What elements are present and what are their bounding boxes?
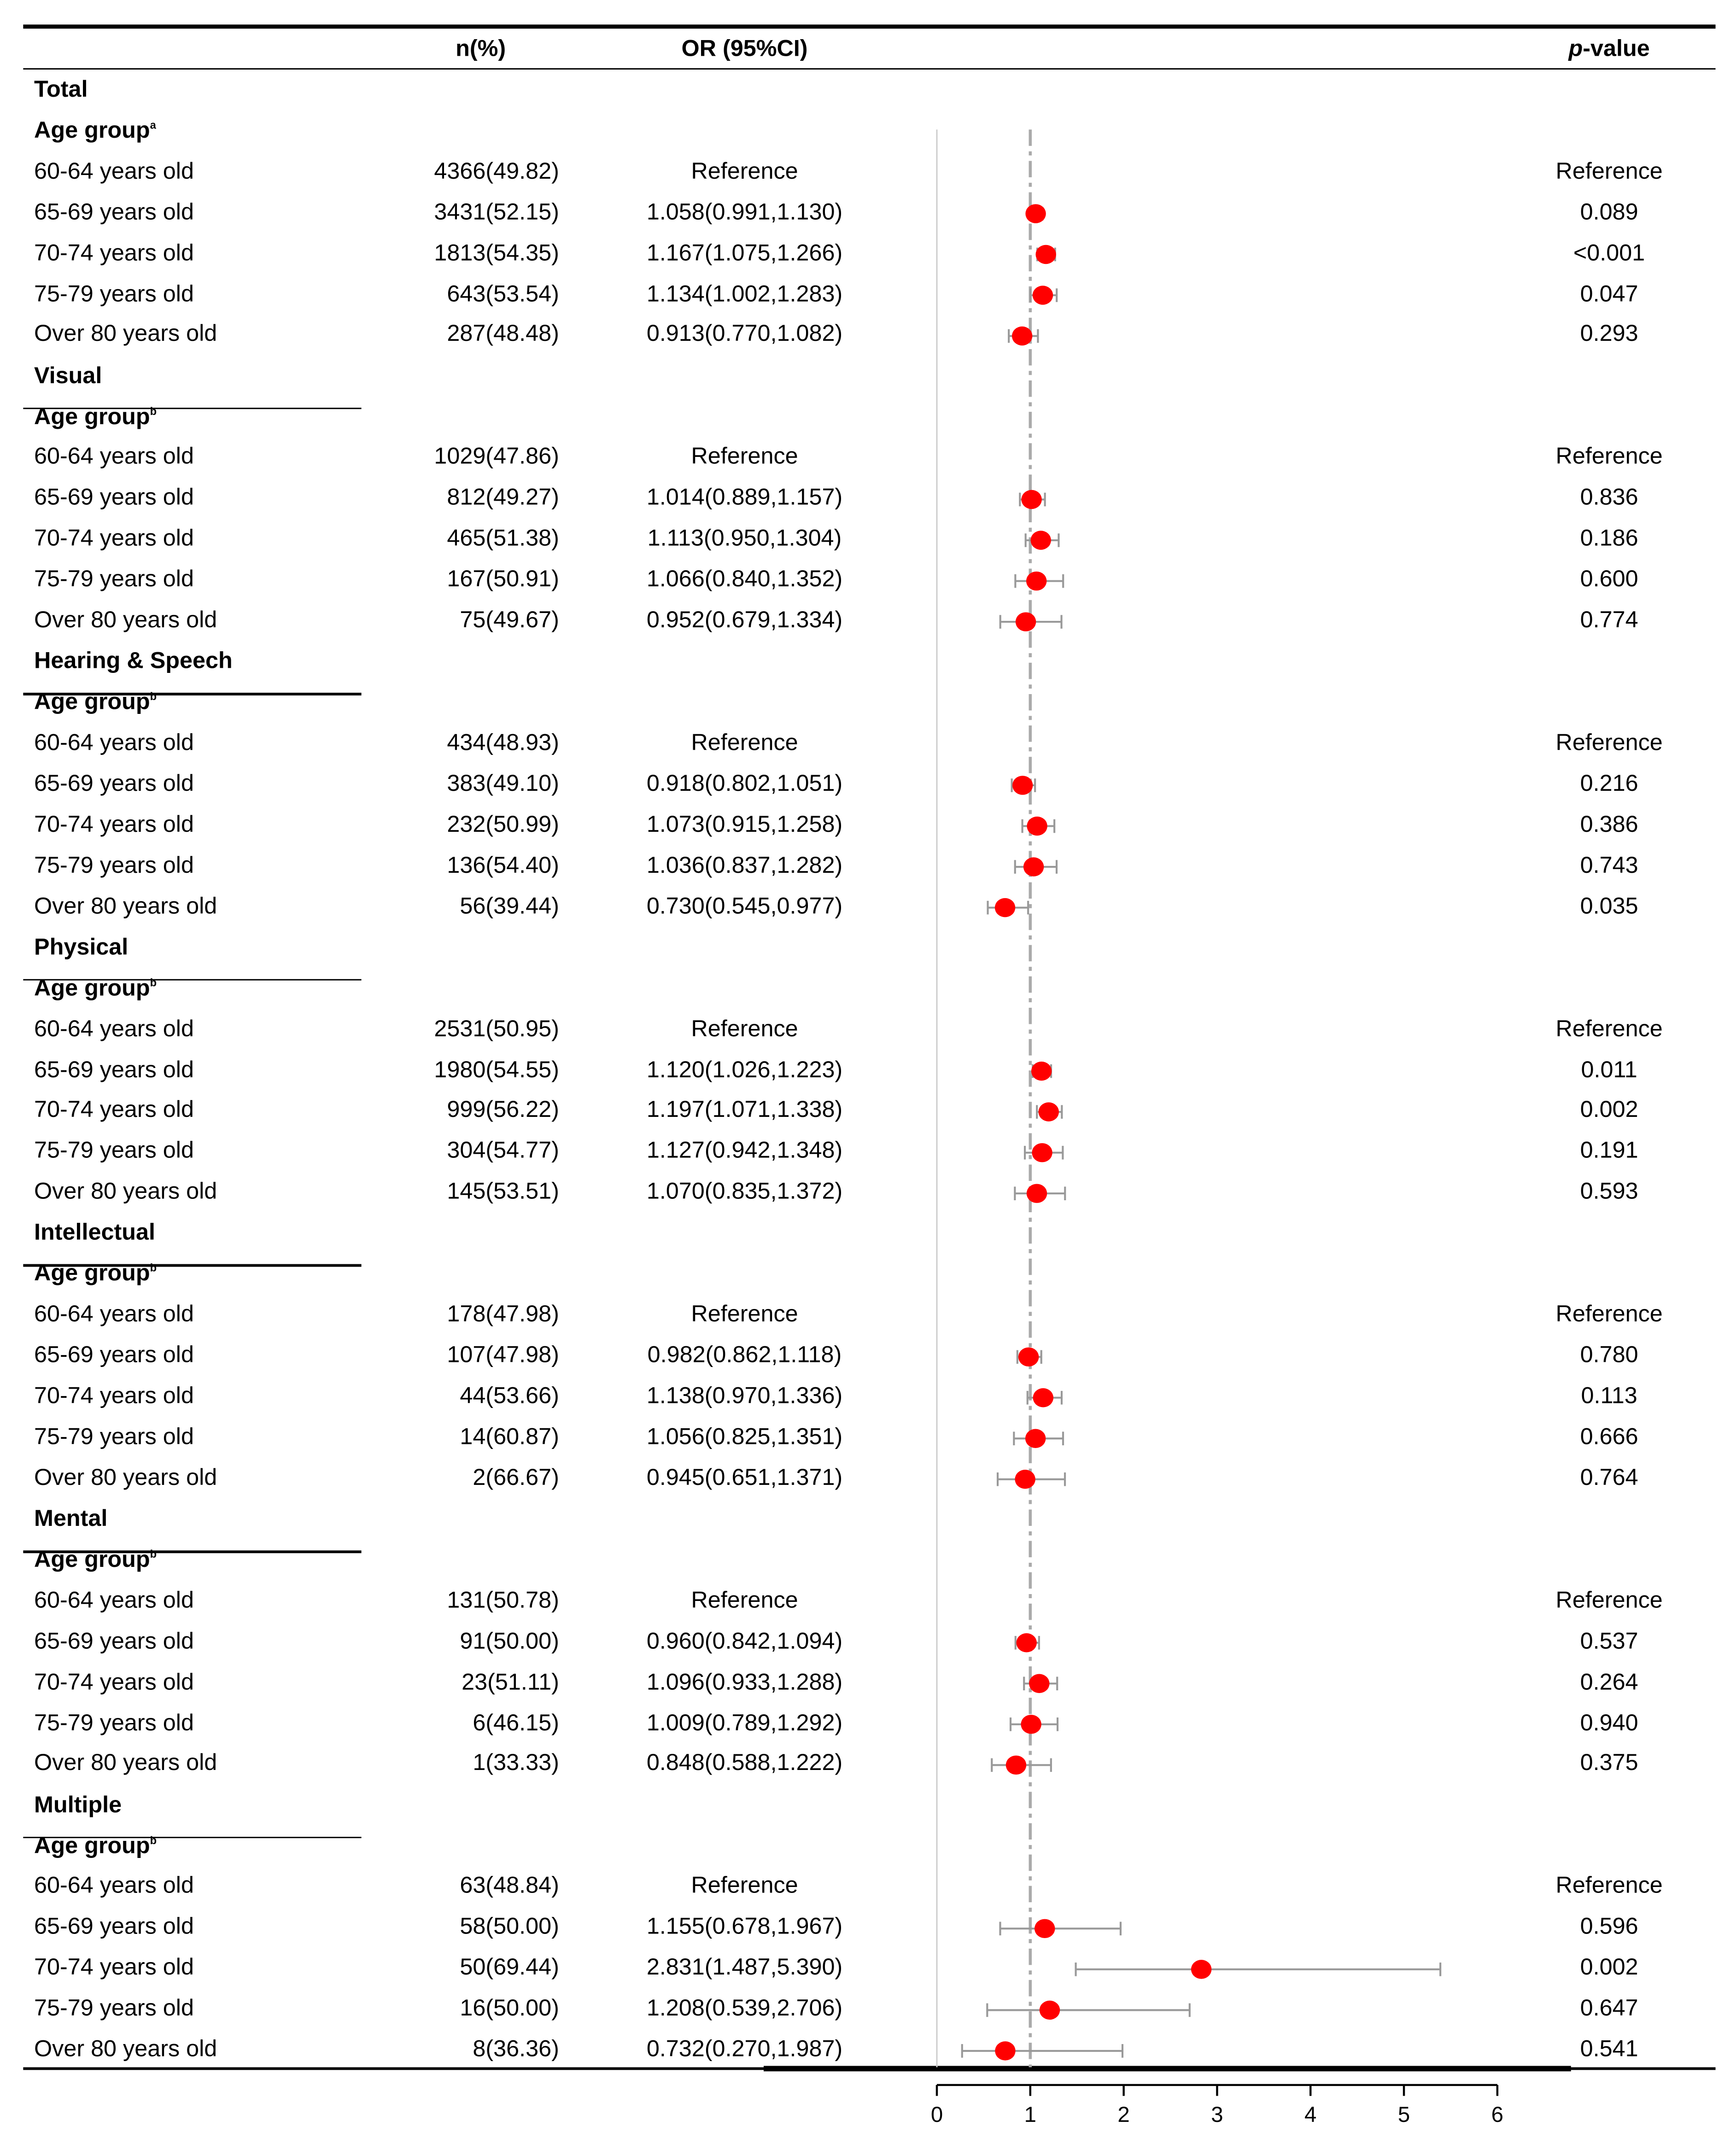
row-n-percent: 1813(54.35) — [434, 239, 559, 266]
or-point — [995, 898, 1015, 917]
row-n-percent: 383(49.10) — [447, 770, 559, 796]
or-point — [1191, 1960, 1211, 1979]
or-point — [1016, 1633, 1036, 1652]
x-tick-label: 5 — [1397, 2102, 1410, 2127]
row-label: Over 80 years old — [34, 1464, 217, 1490]
or-point — [1035, 245, 1056, 264]
or-point — [1016, 612, 1036, 631]
x-tick-label: 2 — [1117, 2102, 1130, 2127]
or-point — [1025, 204, 1046, 223]
x-tick-label: 1 — [1024, 2102, 1036, 2127]
row-p-value: 0.002 — [1580, 1954, 1638, 1980]
row-odds-ratio: 1.197(1.071,1.338) — [646, 1097, 843, 1123]
row-n-percent: 434(48.93) — [447, 729, 559, 756]
row-odds-ratio: Reference — [691, 729, 798, 756]
or-point — [1031, 531, 1051, 549]
row-label: 60-64 years old — [34, 729, 194, 756]
row-n-percent: 91(50.00) — [460, 1628, 559, 1654]
group-title: Hearing & Speech — [34, 648, 233, 674]
header-p-rest: -value — [1583, 35, 1650, 62]
row-odds-ratio: 2.831(1.487,5.390) — [646, 1954, 843, 1980]
row-label: 70-74 years old — [34, 239, 194, 266]
header-n: n(%) — [456, 35, 506, 62]
row-odds-ratio: Reference — [691, 1873, 798, 1899]
row-odds-ratio: 0.982(0.862,1.118) — [647, 1342, 842, 1368]
row-odds-ratio: 1.120(1.026,1.223) — [646, 1056, 843, 1082]
row-odds-ratio: 1.134(1.002,1.283) — [646, 280, 843, 306]
or-point — [1006, 1756, 1026, 1775]
row-label: 75-79 years old — [34, 852, 194, 878]
row-p-value: 0.537 — [1580, 1628, 1638, 1654]
row-label: 65-69 years old — [34, 1913, 194, 1939]
row-odds-ratio: 1.208(0.539,2.706) — [646, 1995, 843, 2021]
x-tick-label: 4 — [1304, 2102, 1317, 2127]
row-n-percent: 44(53.66) — [460, 1383, 559, 1409]
row-odds-ratio: 1.138(0.970,1.336) — [646, 1383, 843, 1409]
row-label: 70-74 years old — [34, 1954, 194, 1980]
row-n-percent: 56(39.44) — [460, 893, 559, 919]
age-group-text: Age group — [34, 1546, 150, 1572]
row-p-value: 0.047 — [1580, 280, 1638, 306]
row-label: Over 80 years old — [34, 607, 217, 633]
header-p-italic: p — [1568, 35, 1583, 62]
row-label: 65-69 years old — [34, 1628, 194, 1654]
row-odds-ratio: 0.945(0.651,1.371) — [646, 1464, 843, 1490]
row-label: 60-64 years old — [34, 1015, 194, 1041]
row-p-value: 0.666 — [1580, 1423, 1638, 1449]
row-label: 75-79 years old — [34, 1423, 194, 1449]
age-group-text: Age group — [34, 1832, 150, 1858]
row-label: Over 80 years old — [34, 1178, 217, 1204]
row-p-value: Reference — [1555, 1015, 1663, 1041]
row-odds-ratio: 1.070(0.835,1.372) — [646, 1178, 843, 1204]
x-tick-label: 0 — [930, 2102, 943, 2127]
age-group-footnote-mark: b — [150, 1834, 157, 1846]
row-odds-ratio: 1.056(0.825,1.351) — [646, 1423, 843, 1449]
row-odds-ratio: 1.009(0.789,1.292) — [646, 1709, 843, 1735]
or-point — [1023, 857, 1044, 876]
or-point — [1032, 1143, 1052, 1162]
row-odds-ratio: 1.066(0.840,1.352) — [646, 566, 843, 592]
row-odds-ratio: 0.918(0.802,1.051) — [646, 770, 843, 796]
row-label: 75-79 years old — [34, 1709, 194, 1735]
row-odds-ratio: 0.730(0.545,0.977) — [646, 893, 843, 919]
age-group-text: Age group — [34, 117, 150, 143]
row-p-value: 0.264 — [1580, 1668, 1638, 1694]
row-p-value: 0.216 — [1580, 770, 1638, 796]
row-label: 60-64 years old — [34, 444, 194, 470]
row-n-percent: 1(33.33) — [473, 1750, 559, 1776]
row-odds-ratio: 0.960(0.842,1.094) — [646, 1628, 843, 1654]
age-group-text: Age group — [34, 689, 150, 715]
or-point — [1021, 1715, 1041, 1734]
group-title: Visual — [34, 362, 102, 388]
row-n-percent: 1980(54.55) — [434, 1056, 559, 1082]
or-point — [995, 2041, 1015, 2060]
row-label: 65-69 years old — [34, 1056, 194, 1082]
row-p-value: 0.375 — [1580, 1750, 1638, 1776]
row-label: 75-79 years old — [34, 566, 194, 592]
row-odds-ratio: 1.058(0.991,1.130) — [646, 199, 843, 225]
row-p-value: <0.001 — [1573, 239, 1645, 266]
row-odds-ratio: Reference — [691, 1015, 798, 1041]
row-odds-ratio: 1.073(0.915,1.258) — [646, 811, 843, 837]
or-point — [1029, 1674, 1049, 1693]
row-n-percent: 6(46.15) — [473, 1709, 559, 1735]
x-tick-label: 6 — [1491, 2102, 1504, 2127]
row-odds-ratio: 1.155(0.678,1.967) — [646, 1913, 843, 1939]
row-label: 70-74 years old — [34, 1383, 194, 1409]
or-point — [1018, 1347, 1039, 1366]
row-n-percent: 167(50.91) — [447, 566, 559, 592]
or-point — [1039, 1102, 1059, 1121]
row-label: 65-69 years old — [34, 199, 194, 225]
row-p-value: 0.940 — [1580, 1709, 1638, 1735]
row-odds-ratio: 1.014(0.889,1.157) — [646, 484, 843, 511]
row-n-percent: 58(50.00) — [460, 1913, 559, 1939]
row-p-value: 0.191 — [1580, 1138, 1638, 1164]
or-point — [1033, 1388, 1053, 1407]
row-label: Over 80 years old — [34, 893, 217, 919]
or-point — [1027, 1184, 1047, 1203]
row-n-percent: 232(50.99) — [447, 811, 559, 837]
row-label: 70-74 years old — [34, 525, 194, 551]
row-odds-ratio: 1.096(0.933,1.288) — [646, 1668, 843, 1694]
or-point — [1035, 1919, 1055, 1938]
row-n-percent: 1029(47.86) — [434, 444, 559, 470]
row-p-value: 0.780 — [1580, 1342, 1638, 1368]
row-p-value: 0.011 — [1581, 1056, 1637, 1082]
row-n-percent: 145(53.51) — [447, 1178, 559, 1204]
age-group-text: Age group — [34, 1260, 150, 1286]
row-n-percent: 4366(49.82) — [434, 158, 559, 184]
row-n-percent: 50(69.44) — [460, 1954, 559, 1980]
row-p-value: 0.764 — [1580, 1464, 1638, 1490]
row-p-value: 0.774 — [1580, 607, 1638, 633]
row-label: 75-79 years old — [34, 1138, 194, 1164]
row-n-percent: 3431(52.15) — [434, 199, 559, 225]
row-label: 75-79 years old — [34, 1995, 194, 2021]
row-label: 60-64 years old — [34, 1587, 194, 1613]
group-title: Intellectual — [34, 1220, 155, 1246]
row-p-value: Reference — [1555, 1873, 1663, 1899]
age-group-footnote-mark: b — [150, 690, 157, 703]
row-p-value: Reference — [1555, 444, 1663, 470]
row-n-percent: 999(56.22) — [447, 1097, 559, 1123]
row-p-value: 0.600 — [1580, 566, 1638, 592]
age-group-text: Age group — [34, 403, 150, 429]
row-n-percent: 107(47.98) — [447, 1342, 559, 1368]
or-point — [1031, 1062, 1052, 1081]
row-odds-ratio: 1.167(1.075,1.266) — [646, 239, 843, 266]
age-group-footnote-mark: b — [150, 976, 157, 989]
row-label: 65-69 years old — [34, 770, 194, 796]
row-label: 60-64 years old — [34, 1301, 194, 1327]
or-point — [1033, 286, 1053, 304]
row-label: 70-74 years old — [34, 1668, 194, 1694]
or-point — [1021, 490, 1041, 509]
row-n-percent: 178(47.98) — [447, 1301, 559, 1327]
age-group-text: Age group — [34, 974, 150, 1001]
row-odds-ratio: 1.036(0.837,1.282) — [646, 852, 843, 878]
row-p-value: 0.386 — [1580, 811, 1638, 837]
or-point — [1026, 572, 1046, 590]
row-p-value: 0.186 — [1580, 525, 1638, 551]
row-label: 75-79 years old — [34, 280, 194, 306]
row-odds-ratio: Reference — [691, 1301, 798, 1327]
row-p-value: Reference — [1555, 1587, 1663, 1613]
row-n-percent: 14(60.87) — [460, 1423, 559, 1449]
row-label: Over 80 years old — [34, 1750, 217, 1776]
row-label: Over 80 years old — [34, 2036, 217, 2062]
row-p-value: Reference — [1555, 1301, 1663, 1327]
row-label: 65-69 years old — [34, 1342, 194, 1368]
age-group-footnote-mark: b — [150, 1262, 157, 1275]
row-p-value: 0.541 — [1580, 2036, 1638, 2062]
row-n-percent: 16(50.00) — [460, 1995, 559, 2021]
row-n-percent: 63(48.84) — [460, 1873, 559, 1899]
or-point — [1027, 817, 1047, 835]
group-title: Multiple — [34, 1791, 122, 1817]
row-n-percent: 304(54.77) — [447, 1138, 559, 1164]
row-n-percent: 465(51.38) — [447, 525, 559, 551]
row-n-percent: 287(48.48) — [447, 321, 559, 347]
row-p-value: 0.035 — [1580, 893, 1638, 919]
age-group-footnote-mark: a — [150, 119, 156, 131]
row-p-value: Reference — [1555, 729, 1663, 756]
row-p-value: 0.743 — [1580, 852, 1638, 878]
row-p-value: 0.089 — [1580, 199, 1638, 225]
header-or: OR (95%CI) — [681, 35, 808, 62]
row-n-percent: 2531(50.95) — [434, 1015, 559, 1041]
row-n-percent: 8(36.36) — [473, 2036, 559, 2062]
row-odds-ratio: 1.113(0.950,1.304) — [647, 525, 842, 551]
or-point — [1012, 327, 1032, 345]
row-p-value: 0.836 — [1580, 484, 1638, 511]
row-p-value: 0.647 — [1580, 1995, 1638, 2021]
row-odds-ratio: Reference — [691, 158, 798, 184]
row-odds-ratio: 0.952(0.679,1.334) — [646, 607, 843, 633]
row-odds-ratio: Reference — [691, 1587, 798, 1613]
row-odds-ratio: 1.127(0.942,1.348) — [646, 1138, 843, 1164]
row-odds-ratio: 0.732(0.270,1.987) — [646, 2036, 843, 2062]
row-n-percent: 643(53.54) — [447, 280, 559, 306]
row-p-value: 0.593 — [1580, 1178, 1638, 1204]
group-title: Physical — [34, 934, 129, 960]
row-n-percent: 23(51.11) — [462, 1668, 559, 1694]
row-p-value: 0.596 — [1580, 1913, 1638, 1939]
row-label: 60-64 years old — [34, 1873, 194, 1899]
or-point — [1025, 1429, 1046, 1448]
row-label: 70-74 years old — [34, 811, 194, 837]
row-label: Over 80 years old — [34, 321, 217, 347]
age-group-footnote-mark: b — [150, 1548, 157, 1560]
row-n-percent: 136(54.40) — [447, 852, 559, 878]
or-point — [1015, 1470, 1035, 1489]
row-odds-ratio: 0.913(0.770,1.082) — [646, 321, 843, 347]
row-n-percent: 812(49.27) — [447, 484, 559, 511]
group-title: Mental — [34, 1505, 108, 1531]
row-label: 70-74 years old — [34, 1097, 194, 1123]
age-group-footnote-mark: b — [150, 404, 157, 417]
row-p-value: 0.113 — [1581, 1383, 1637, 1409]
row-label: 60-64 years old — [34, 158, 194, 184]
row-odds-ratio: Reference — [691, 444, 798, 470]
or-point — [1012, 776, 1033, 794]
row-p-value: Reference — [1555, 158, 1663, 184]
row-n-percent: 75(49.67) — [460, 607, 559, 633]
row-p-value: 0.293 — [1580, 321, 1638, 347]
row-label: 65-69 years old — [34, 484, 194, 511]
group-title: Total — [34, 76, 88, 103]
x-tick-label: 3 — [1211, 2102, 1223, 2127]
row-n-percent: 2(66.67) — [473, 1464, 559, 1490]
row-n-percent: 131(50.78) — [447, 1587, 559, 1613]
row-p-value: 0.002 — [1580, 1097, 1638, 1123]
row-odds-ratio: 0.848(0.588,1.222) — [646, 1750, 843, 1776]
or-point — [1040, 2001, 1060, 2020]
